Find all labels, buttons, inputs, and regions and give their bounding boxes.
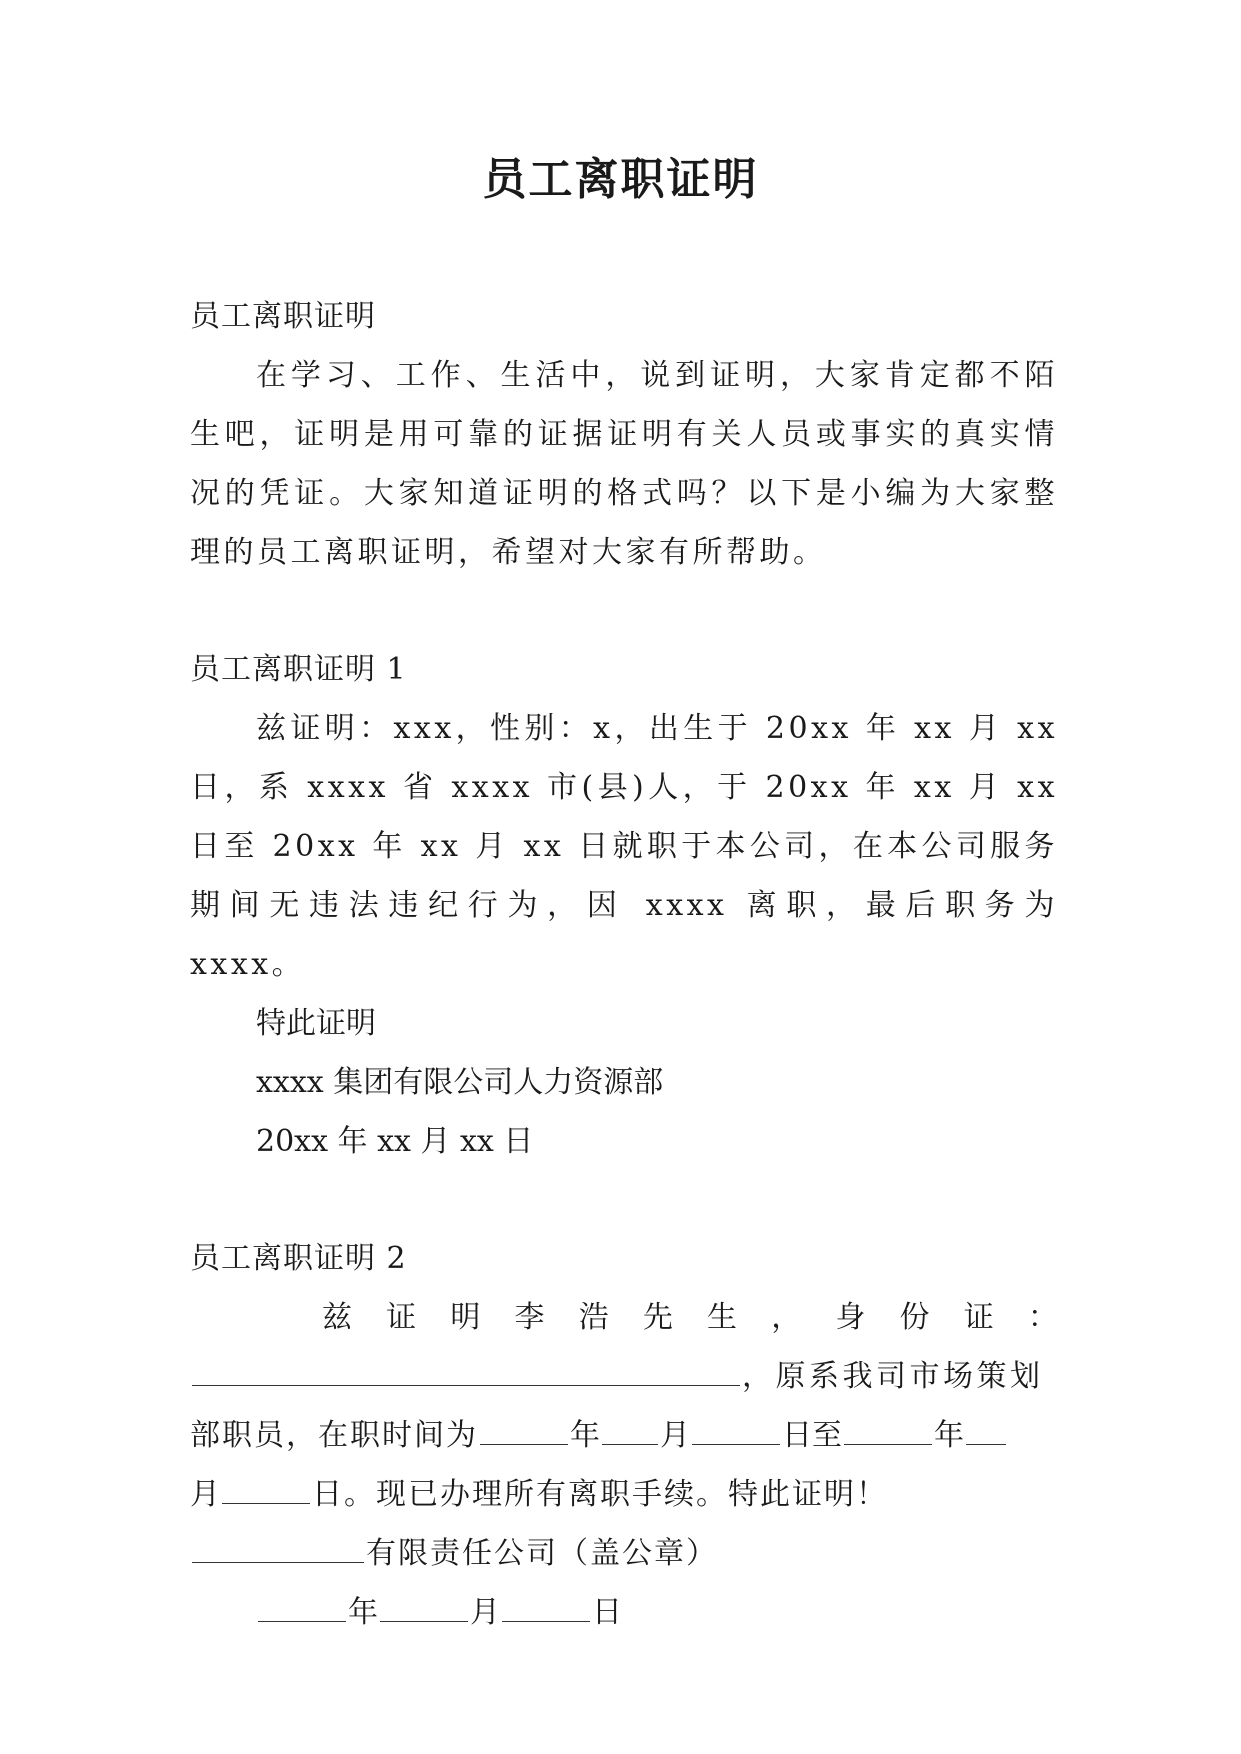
spread-char: ，: [771, 1300, 802, 1335]
sample2-opening-line: [190, 1288, 1058, 1347]
year-label: 年: [934, 1418, 964, 1453]
spacer: [190, 1171, 1058, 1229]
start-day-blank[interactable]: [692, 1414, 780, 1445]
year-label: 年: [348, 1595, 378, 1630]
sample2-end-line: [190, 1465, 1058, 1524]
sample2-heading: 员工离职证明 2: [190, 1241, 407, 1276]
document-title: 员工离职证明: [482, 154, 759, 205]
spread-char: 先: [642, 1300, 673, 1335]
day-to-label: 日至: [782, 1418, 842, 1453]
month-label: 月: [660, 1418, 690, 1453]
company-suffix: 有限责任公司（盖公章）: [366, 1536, 718, 1571]
spread-char: 兹: [322, 1300, 352, 1335]
day-label: 日: [592, 1595, 622, 1630]
end-month-blank[interactable]: [966, 1414, 1006, 1445]
spread-char: 证: [963, 1300, 994, 1335]
sample2-date-line: [190, 1583, 1058, 1642]
month-label: 月: [470, 1595, 500, 1630]
start-year-blank[interactable]: [480, 1414, 568, 1445]
end-statement: 日。现已办理所有离职手续。特此证明！: [312, 1477, 888, 1512]
sample1-company: xxxx 集团有限公司人力资源部: [256, 1065, 664, 1100]
intro-heading: 员工离职证明: [190, 299, 376, 334]
date-day-blank[interactable]: [502, 1591, 590, 1622]
spacer: [190, 582, 1058, 640]
spread-char: ：: [1027, 1300, 1058, 1335]
sample1-closing: 特此证明: [256, 1006, 376, 1041]
sample1-heading: 员工离职证明 1: [190, 652, 407, 687]
spread-char: 身: [835, 1300, 866, 1335]
spread-char: 生: [707, 1300, 738, 1335]
end-day-blank[interactable]: [222, 1473, 310, 1504]
spread-char: 证: [386, 1300, 417, 1335]
intro-paragraph: 在学习、工作、生活中，说到证明，大家肯定都不陌生吧，证明是用可靠的证据证明有关人员或事实的真实情况的凭证。大家知道证明的格式吗？以下是小编为大家整理的员工离职证明，希望对大家有所帮助。: [190, 358, 1058, 570]
sample2-id-line: [190, 1347, 1058, 1406]
spread-char: 李: [514, 1300, 545, 1335]
document-body: [190, 287, 1058, 1642]
sample2-company-line: [190, 1524, 1058, 1583]
date-year-blank[interactable]: [258, 1591, 346, 1622]
spread-char: 浩: [578, 1300, 609, 1335]
spread-char: 明: [450, 1300, 481, 1335]
year-label: 年: [570, 1418, 600, 1453]
sample1-date: 20xx 年 xx 月 xx 日: [256, 1124, 534, 1159]
tenure-label: 部职员，在职时间为: [190, 1418, 478, 1453]
after-id-text: ，原系我司市场策划: [742, 1359, 1044, 1394]
spread-char: 份: [899, 1300, 930, 1335]
end-year-blank[interactable]: [844, 1414, 932, 1445]
sample1-paragraph: 兹证明：xxx，性别：x，出生于 20xx 年 xx 月 xx 日，系 xxxx 省 xxxx 市(县)人，于 20xx 年 xx 月 xx 日至 20xx 年 xx 月 xx 日就职于本公司，在本公司服务期间无违法违纪行为，因 xxxx 离职，最后职务为 xxxx。: [190, 711, 1058, 982]
month-label: 月: [190, 1477, 220, 1512]
start-month-blank[interactable]: [602, 1414, 658, 1445]
company-name-blank[interactable]: [192, 1532, 364, 1563]
id-number-blank[interactable]: [192, 1355, 740, 1386]
date-month-blank[interactable]: [380, 1591, 468, 1622]
sample2-tenure-line: [190, 1406, 1058, 1465]
